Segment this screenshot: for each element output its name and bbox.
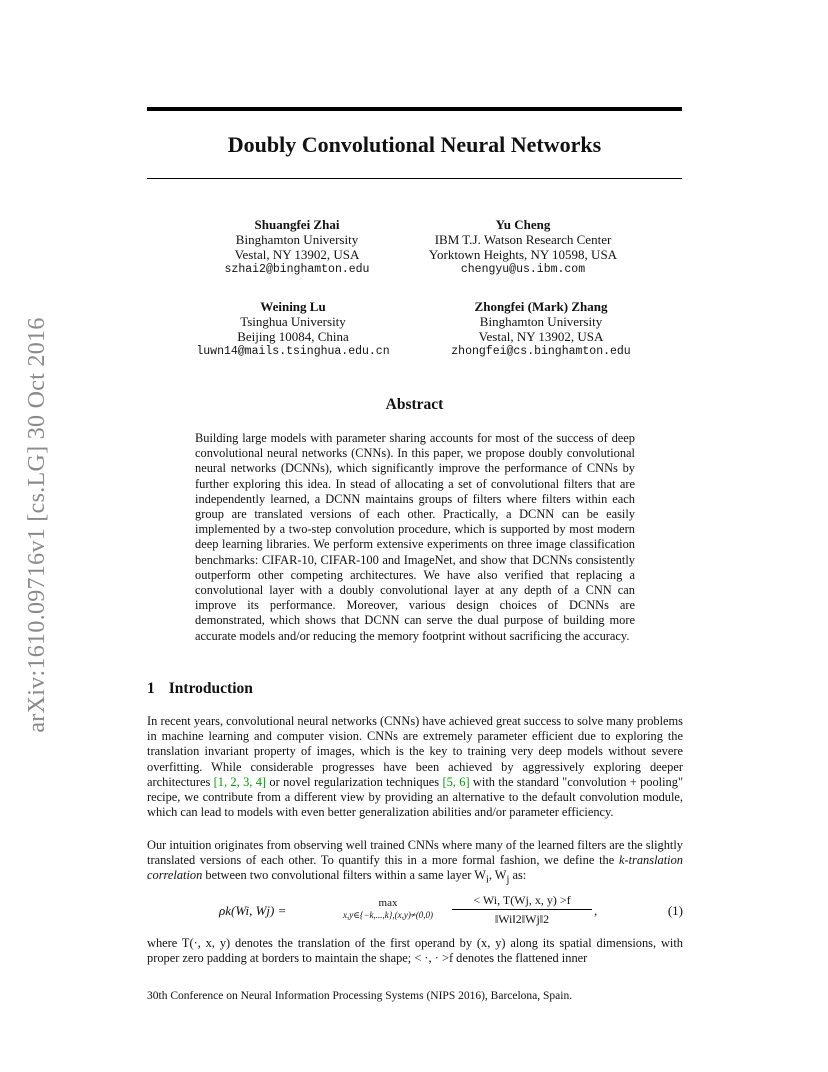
equation-number: (1) — [667, 903, 683, 918]
denominator: ‖Wi‖2‖Wj‖2 — [494, 912, 550, 926]
title-top-rule — [147, 107, 682, 111]
fraction-bar — [452, 909, 592, 910]
equation-1 — [147, 893, 683, 933]
para-text: In recent years, convolutional neural networks (CNNs) have achieved great success to solve many problems in machine learning and computer vision. CNNs are extremely parameter efficient due to exploring the translation invariant property of images, which is the key to training very deep models without severe overfitting. While considerable progresses have been achieved by aggressively exploring deeper architectures — [147, 714, 683, 789]
para-text: Our intuition originates from observing well trained CNNs where many of the learned filters are the slightly translated versions of each other. To quantify this in a more formal fashion, we define the — [147, 838, 683, 868]
author-name: Zhongfei (Mark) Zhang — [474, 299, 608, 314]
author-address: Yorktown Heights, NY 10598, USA — [428, 247, 618, 262]
author-name: Shuangfei Zhai — [254, 217, 340, 232]
para-text: between two convolutional filters within a same layer W — [202, 868, 486, 883]
term-italic: k-translation correlation — [147, 853, 683, 883]
conference-footer: 30th Conference on Neural Information Processing Systems (NIPS 2016), Barcelona, Spain. — [147, 990, 573, 1002]
para-text: as: — [509, 868, 527, 883]
para-text: or novel regularization techniques — [266, 774, 443, 789]
equation-comma: , — [594, 903, 598, 918]
paper-title: Doubly Convolutional Neural Networks — [227, 132, 602, 157]
author-block — [167, 217, 427, 277]
numerator: < Wi, T(Wj, x, y) >f — [473, 893, 571, 907]
author-email[interactable]: chengyu@us.ibm.com — [460, 263, 586, 276]
para-text: with the standard "convolution + pooling" recipe, we contribute from a different view by providing an alternative to the default convolution module, which can lead to models with even better generalization abilities and/or parameter efficiency. — [147, 774, 684, 820]
abstract-heading: Abstract — [385, 396, 444, 413]
para-text: , W — [488, 868, 507, 883]
author-affiliation: Binghamton University — [235, 232, 359, 247]
author-name: Weining Lu — [260, 299, 326, 314]
intro-paragraph-2: Our intuition originates from observing well trained CNNs where many of the learned filters are the slightly translated versions of each other. To quantify this in a more formal fashion, we define the k-translation correlation between two convolutional filters within a same layer $W_i$, $W_j$ as: — [147, 838, 683, 886]
arxiv-stamp: arXiv:1610.09716v1 [cs.LG] 30 Oct 2016 — [24, 317, 50, 733]
author-address: Vestal, NY 13902, USA — [478, 329, 604, 344]
intro-paragraph-3: where T(·, x, y) denotes the translation of the first operand by (x, y) along its spatial dimensions, with proper zero padding at borders to maintain the shape; < ·, · >f denotes the flattened inner — [147, 936, 683, 966]
equation-lhs: ρk(Wi, Wj) = — [219, 903, 287, 918]
author-email[interactable]: zhongfei@cs.binghamton.edu — [451, 345, 631, 358]
max-operator: max — [378, 897, 398, 909]
equation-fraction — [452, 893, 592, 927]
section-number: 1 — [147, 680, 155, 697]
author-block — [393, 217, 653, 277]
author-affiliation: Tsinghua University — [240, 314, 346, 329]
author-affiliation: Binghamton University — [479, 314, 603, 329]
author-email[interactable]: luwn14@mails.tsinghua.edu.cn — [196, 345, 390, 358]
equation-max — [313, 897, 463, 921]
intro-paragraph-1 — [147, 714, 683, 820]
author-email[interactable]: szhai2@binghamton.edu — [224, 263, 370, 276]
abstract-body: Building large models with parameter sharing accounts for most of the success of deep convolutional neural networks (CNNs). In this paper, we propose doubly convolutional neural networks (DCNNs), which significantly improve the performance of CNNs by further exploring this idea. In stead of allocating a set of convolutional filters that are independently learned, a DCNN maintains groups of filters where filters within each group are translated versions of each other. Practically, a DCNN can be easily implemented by a two-step convolution procedure, which is supported by most modern deep learning libraries. We perform extensive experiments on three image classification benchmarks: CIFAR-10, CIFAR-100 and ImageNet, and show that DCNNs consistently outperform other competing architectures. We have also verified that replacing a convolutional layer with a doubly convolutional layer at any depth of a CNN can improve its performance. Moreover, various design choices of DCNNs are demonstrated, which shows that DCNN can serve the dual purpose of building more accurate models and/or reducing the memory footprint without sacrificing the accuracy. — [195, 431, 635, 643]
max-subscript: x,y∈{−k,...,k},(x,y)≠(0,0) — [342, 910, 434, 920]
author-block — [411, 299, 671, 359]
section-heading — [147, 680, 253, 698]
author-affiliation: IBM T.J. Watson Research Center — [434, 232, 612, 247]
author-name: Yu Cheng — [495, 217, 551, 232]
author-block — [163, 299, 423, 359]
author-address: Beijing 10084, China — [237, 329, 349, 344]
author-address: Vestal, NY 13902, USA — [234, 247, 360, 262]
title-bottom-rule — [147, 178, 682, 179]
citation-link[interactable]: [1, 2, 3, 4] — [213, 774, 267, 789]
citation-link[interactable]: [5, 6] — [442, 774, 470, 789]
section-title: Introduction — [168, 680, 253, 697]
